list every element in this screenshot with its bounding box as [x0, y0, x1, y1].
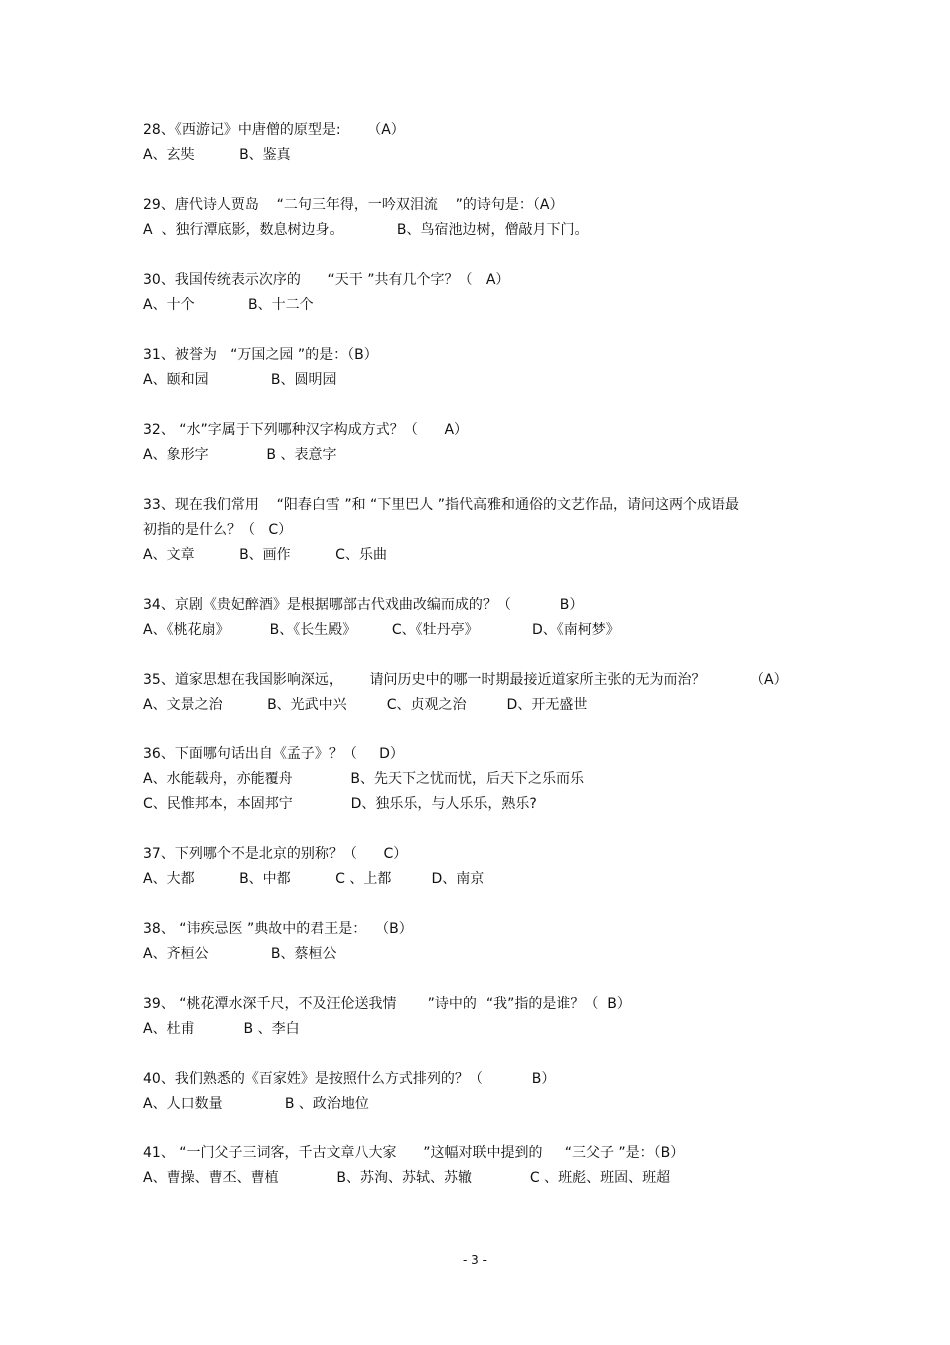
q28-line-1: 28、《西游记》中唐僧的原型是: （A）: [143, 122, 405, 138]
q35-line-2: A、文景之治 B、光武中兴 C、贞观之治 D、开无盛世: [143, 697, 588, 713]
q39-line-1: 39、 “桃花潭水深千尺，不及汪伦送我情 ”诗中的 “我”指的是谁？（ B）: [143, 996, 631, 1012]
q38-line-1: 38、 “讳疾忌医 ”典故中的君王是： （B）: [143, 921, 413, 937]
q37-line-2: A、大都 B、中都 C 、上都 D、南京: [143, 871, 485, 887]
q40-line-2: A、人口数量 B 、政治地位: [143, 1096, 369, 1112]
q40-line-1: 40、我们熟悉的《百家姓》是按照什么方式排列的？（ B）: [143, 1071, 556, 1087]
q30-line-1: 30、我国传统表示次序的 “天干 ”共有几个字？（ A）: [143, 272, 510, 288]
q39-line-2: A、杜甫 B 、李白: [143, 1021, 300, 1037]
q41-line-1: 41、 “一门父子三词客，千古文章八大家 ”这幅对联中提到的 “三父子 ”是：（B）: [143, 1145, 685, 1161]
q41-line-2: A、曹操、曹丕、曹植 B、苏洵、苏轼、苏辙 C 、班彪、班固、班超: [143, 1170, 671, 1186]
q29-line-1: 29、唐代诗人贾岛 “二句三年得，一吟双泪流 ”的诗句是：（A）: [143, 197, 564, 213]
q38-line-2: A、齐桓公 B、蔡桓公: [143, 946, 337, 962]
q34-line-2: A、《桃花扇》 B、《长生殿》 C、《牡丹亭》 D、《南柯梦》: [143, 622, 620, 638]
q29-line-2: A 、独行潭底影，数息树边身。 B、鸟宿池边树，僧敲月下门。: [143, 222, 589, 238]
q31-line-1: 31、被誉为 “万国之园 ”的是：（B）: [143, 347, 378, 363]
q37-line-1: 37、下列哪个不是北京的别称？（ C）: [143, 846, 408, 862]
q31-line-2: A、颐和园 B、圆明园: [143, 372, 337, 388]
q28-line-2: A、玄奘 B、鉴真: [143, 147, 291, 163]
q33-line-2: 初指的是什么？（ C）: [143, 522, 293, 538]
q36-line-3: C、民惟邦本，本固邦宁 D、独乐乐，与人乐乐，熟乐?: [143, 796, 537, 812]
page-number: - 3 -: [463, 1253, 487, 1267]
q36-line-2: A、水能载舟，亦能覆舟 B、先天下之忧而忧，后天下之乐而乐: [143, 771, 585, 787]
q32-line-1: 32、 “水”字属于下列哪种汉字构成方式？（ A）: [143, 422, 469, 438]
q30-line-2: A、十个 B、十二个: [143, 297, 314, 313]
q32-line-2: A、象形字 B 、表意字: [143, 447, 337, 463]
q33-line-1: 33、现在我们常用 “阳春白雪 ”和 “下里巴人 ”指代高雅和通俗的文艺作品，请问这两个成语最: [143, 497, 739, 513]
q36-line-1: 36、下面哪句话出自《孟子》？（ D）: [143, 746, 404, 762]
q33-line-3: A、文章 B、画作 C、乐曲: [143, 547, 387, 563]
q35-line-1: 35、道家思想在我国影响深远， 请问历史中的哪一时期最接近道家所主张的无为而治？ （A）: [143, 672, 788, 688]
q34-line-1: 34、京剧《贵妃醉酒》是根据哪部古代戏曲改编而成的？（ B）: [143, 597, 584, 613]
